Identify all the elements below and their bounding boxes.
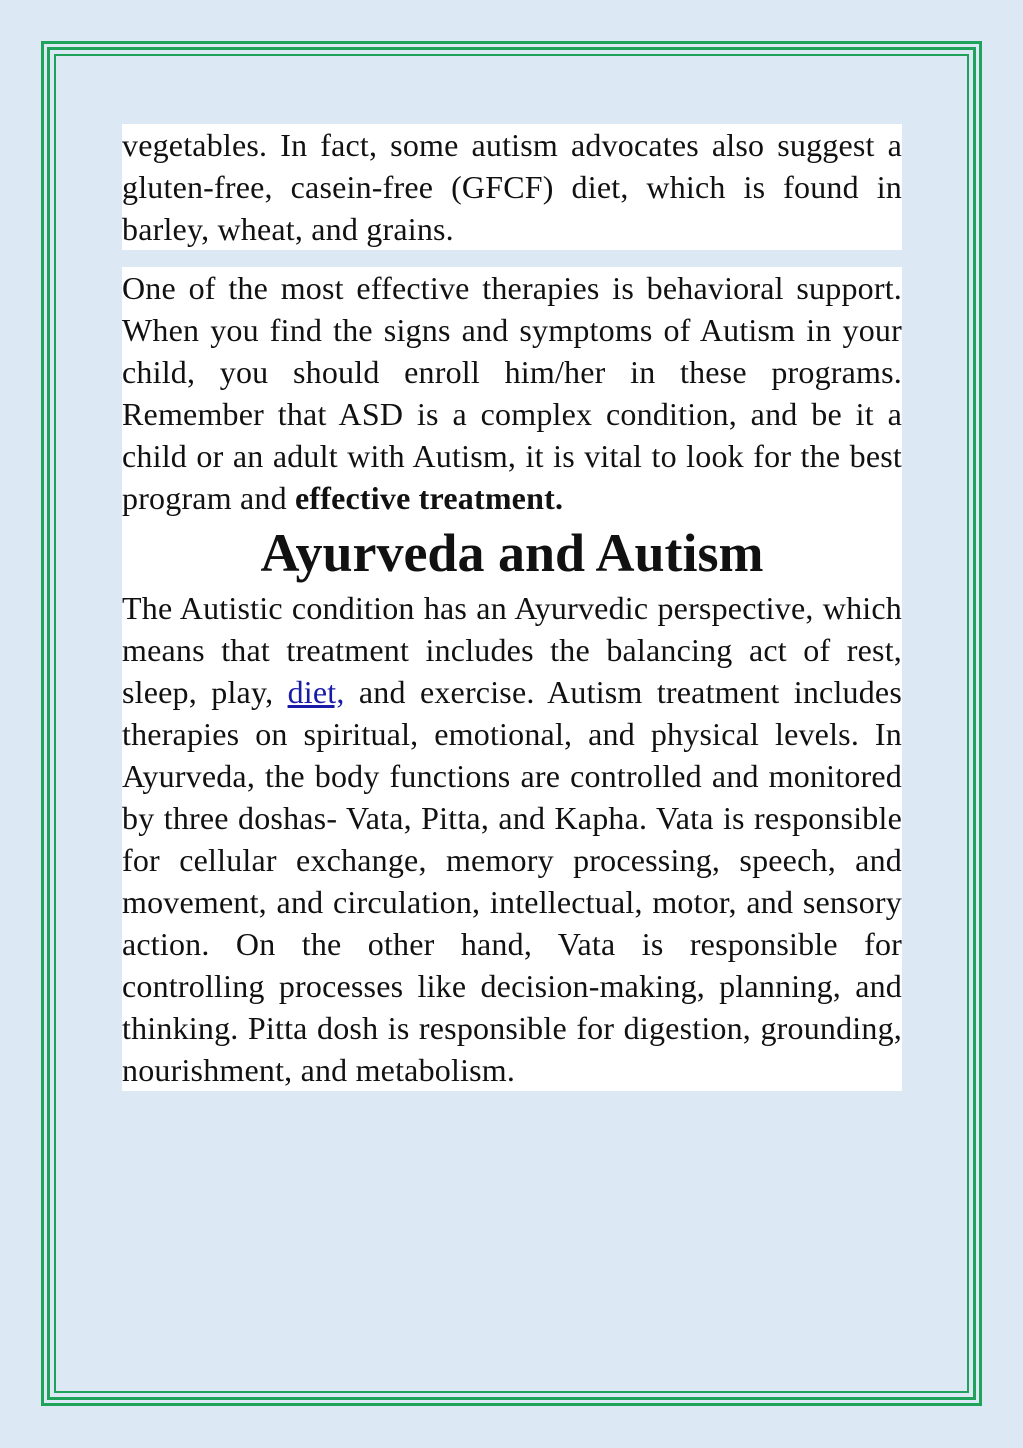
paragraph-ayurveda-intro: The Autistic condition has an Ayurvedic perspective, which means that treatment includes the balancing act of rest, sleep, play, xyxy=(122,590,902,710)
paragraph-ayurveda xyxy=(122,587,902,1091)
document-body xyxy=(122,124,902,1091)
diet-link[interactable]: diet, xyxy=(287,674,345,710)
effective-treatment-bold: effective treatment. xyxy=(295,480,564,516)
paragraph-behavioral-support xyxy=(122,267,902,519)
section-heading: Ayurveda and Autism xyxy=(122,519,902,587)
paragraph-diet: vegetables. In fact, some autism advocates also suggest a gluten-free, casein-free (GFCF) diet, which is found in barley, wheat, and grains. xyxy=(122,124,902,250)
paragraph-behavioral-support-text: One of the most effective therapies is behavioral support. When you find the signs and symptoms of Autism in your child, you should enroll him/her in these programs. Remember that ASD is a complex condition, and be it a child or an adult with Autism, it is vital to look for the best program and xyxy=(122,270,902,516)
paragraph-ayurveda-body: and exercise. Autism treatment includes therapies on spiritual, emotional, and physical levels. In Ayurveda, the body functions are controlled and monitored by three doshas- Vata, Pitta, and Kapha. Vata is responsible for cellular exchange, memory processing, speech, and movement, and circulation, intellectual, motor, and sensory action. On the other hand, Vata is responsible for controlling processes like decision-making, planning, and thinking. Pitta dosh is responsible for digestion, grounding, nourishment, and metabolism. xyxy=(122,674,902,1088)
